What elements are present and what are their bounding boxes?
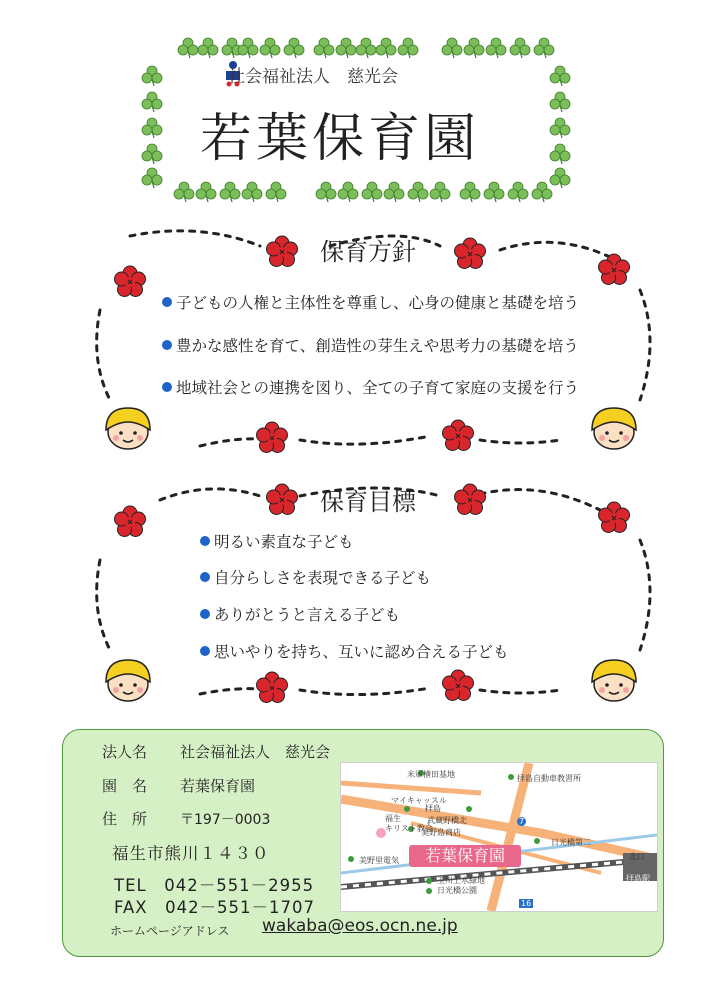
- map-label: 拝島: [425, 804, 441, 813]
- homepage-link[interactable]: wakaba@eos.ocn.ne.jp: [262, 916, 458, 936]
- map-label: 日光橋公園: [437, 886, 477, 895]
- address: 福生市熊川１４３０: [112, 844, 270, 863]
- map-label: 拝島駅: [626, 874, 650, 883]
- map-school-label: 若葉保育園: [409, 845, 521, 867]
- access-map: [340, 762, 658, 912]
- map-label: 拝島自動車教習所: [517, 774, 581, 783]
- map-label: キリスト教会: [385, 824, 433, 833]
- map-label: 玉川上水緑地: [437, 876, 485, 885]
- map-label: マイキャッスル: [391, 796, 447, 805]
- goals-item: ありがとうと言える子ども: [200, 603, 400, 625]
- goals-item: 思いやりを持ち、互いに認め合える子ども: [200, 640, 509, 662]
- postal-code: 〒197－0003: [180, 812, 271, 828]
- map-label: 武蔵野橋北: [427, 816, 467, 825]
- map-roads: [341, 763, 657, 911]
- map-label: 美野里電気: [359, 856, 399, 865]
- goals-item: 明るい素直な子ども: [200, 530, 354, 552]
- bullet-dot-icon: [200, 572, 210, 582]
- goals-heading: 保育目標: [320, 488, 416, 516]
- policy-item: 子どもの人権と主体性を尊重し、心身の健康と基礎を培う: [162, 291, 579, 313]
- bullet-dot-icon: [162, 297, 172, 307]
- policy-item: 豊かな感性を育て、創造性の芽生えや思考力の基礎を培う: [162, 334, 579, 356]
- policy-heading: 保育方針: [320, 238, 416, 266]
- corp-label: 法人名: [102, 743, 148, 761]
- map-label: 16: [521, 899, 532, 908]
- map-label: 福生: [385, 814, 401, 823]
- bullet-dot-icon: [200, 646, 210, 656]
- school-value: 若葉保育園: [180, 777, 256, 795]
- school-label: 園 名: [102, 777, 148, 795]
- org-name: 社会福祉法人 慈光会: [228, 67, 398, 87]
- tel: TEL 042－551－2955: [114, 876, 315, 895]
- map-label: 7: [519, 817, 525, 826]
- bullet-dot-icon: [162, 382, 172, 392]
- bullet-dot-icon: [200, 609, 210, 619]
- map-label: 北口: [629, 852, 645, 861]
- homepage-label: ホームページアドレス: [110, 924, 230, 938]
- map-label: 米軍横田基地: [407, 770, 455, 779]
- policy-item: 地域社会との連携を図り、全ての子育て家庭の支援を行う: [162, 376, 579, 398]
- page-title: 若葉保育園: [200, 109, 481, 169]
- fax: FAX 042－551－1707: [114, 898, 316, 917]
- address-label: 住 所: [102, 810, 148, 828]
- map-label: 日光橋第二: [551, 838, 591, 847]
- goals-item: 自分らしさを表現できる子ども: [200, 566, 431, 588]
- bullet-dot-icon: [200, 536, 210, 546]
- map-label: 美野島商店: [421, 828, 461, 837]
- corp-value: 社会福祉法人 慈光会: [180, 743, 331, 761]
- bullet-dot-icon: [162, 340, 172, 350]
